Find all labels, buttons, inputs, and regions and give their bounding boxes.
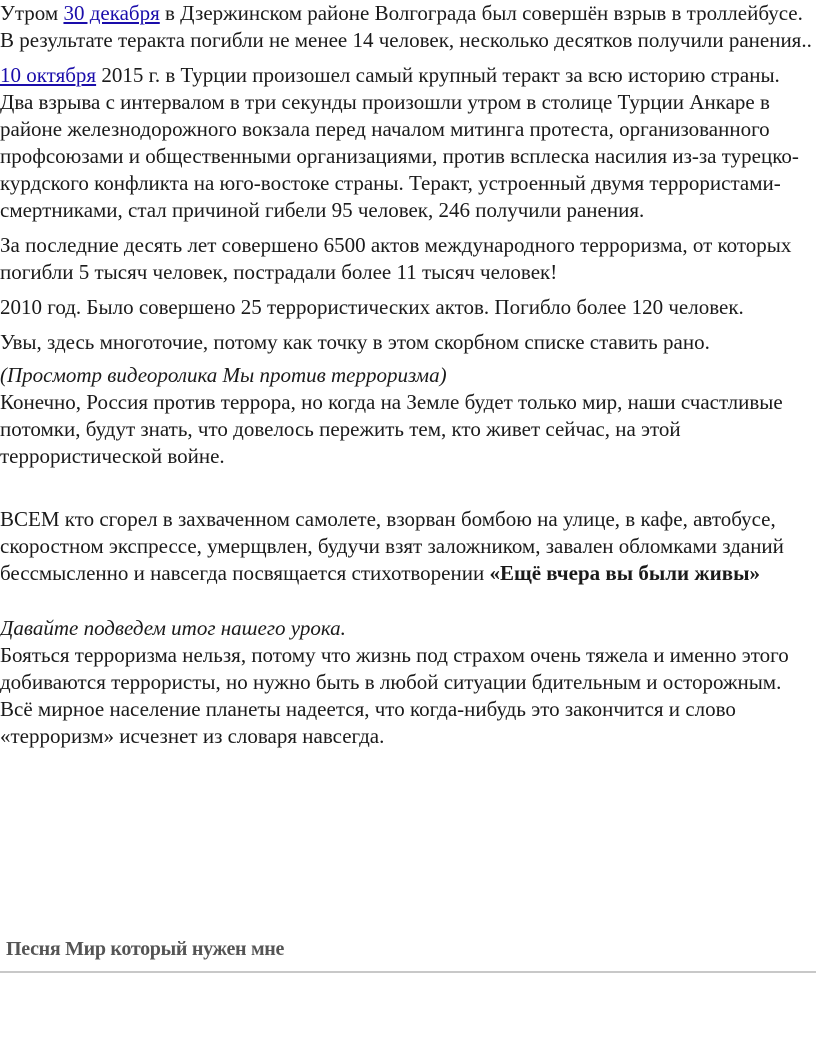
poem-title: «Ещё вчера вы были живы» (489, 561, 760, 585)
dedication-text: ВСЕМ кто сгорел в захваченном самолете, взорван бомбою на улице, в кафе, автобусе, скоростном экспрессе, умерщвлен, будучи взят заложником, завален обломками зданий бессмысленно и навсегда посвящается стихотворении (0, 507, 784, 585)
paragraph-fear: Бояться терроризма нельзя, потому что жизнь под страхом очень тяжела и именно этого добиваются террористы, но нужно быть в любой ситуации бдительным и осторожным. (0, 643, 789, 694)
date-link-december-30[interactable]: 30 декабря (63, 1, 160, 25)
paragraph-statistics: За последние десять лет совершено 6500 актов международного терроризма, от которых погибли 5 тысяч человек, пострадали более 11 тысяч человек! (0, 233, 792, 284)
paragraph-2010: 2010 год. Было совершено 25 террористических актов. Погибло более 120 человек. (0, 295, 744, 319)
song-title: Песня Мир который нужен мне (6, 938, 285, 960)
text-prefix: Утром (0, 1, 64, 25)
video-note: (Просмотр видеоролика Мы против терроризма) (0, 363, 447, 387)
paragraph-dedication (0, 506, 816, 587)
paragraph-volgograd (0, 0, 816, 54)
date-link-october-10[interactable]: 10 октября (0, 63, 97, 87)
text-body: 2015 г. в Турции произошел самый крупный теракт за всю историю страны. Два взрыва с интервалом в три секунды произошли утром в столице Турции Анкаре в районе железнодорожного вокзала перед началом митинга протеста, организованного профсоюзами и общественными организациями, против всплеска насилия из-за турецко-курдского конфликта на юго-востоке страны. Теракт, устроенный двумя террористами-смертниками, стал причиной гибели 95 человек, 246 получили ранения. (0, 63, 799, 222)
paragraph-ankara (0, 62, 816, 224)
horizontal-divider (0, 971, 816, 973)
text-body: в Дзержинском районе Волгограда был совершён взрыв в троллейбусе. В результате теракта погибли не менее 14 человек, несколько десятков получили ранения.. (0, 1, 812, 52)
paragraph-russia: Конечно, Россия против террора, но когда на Земле будет только мир, наши счастливые потомки, будут знать, что довелось пережить тем, кто живет сейчас, на этой террористической войне. (0, 390, 783, 468)
paragraph-hope: Всё мирное население планеты надеется, что когда-нибудь это закончится и слово «терроризм» исчезнет из словаря навсегда. (0, 697, 736, 748)
lesson-summary-heading: Давайте подведем итог нашего урока. (0, 616, 346, 640)
paragraph-ellipsis: Увы, здесь многоточие, потому как точку в этом скорбном списке ставить рано. (0, 330, 710, 354)
